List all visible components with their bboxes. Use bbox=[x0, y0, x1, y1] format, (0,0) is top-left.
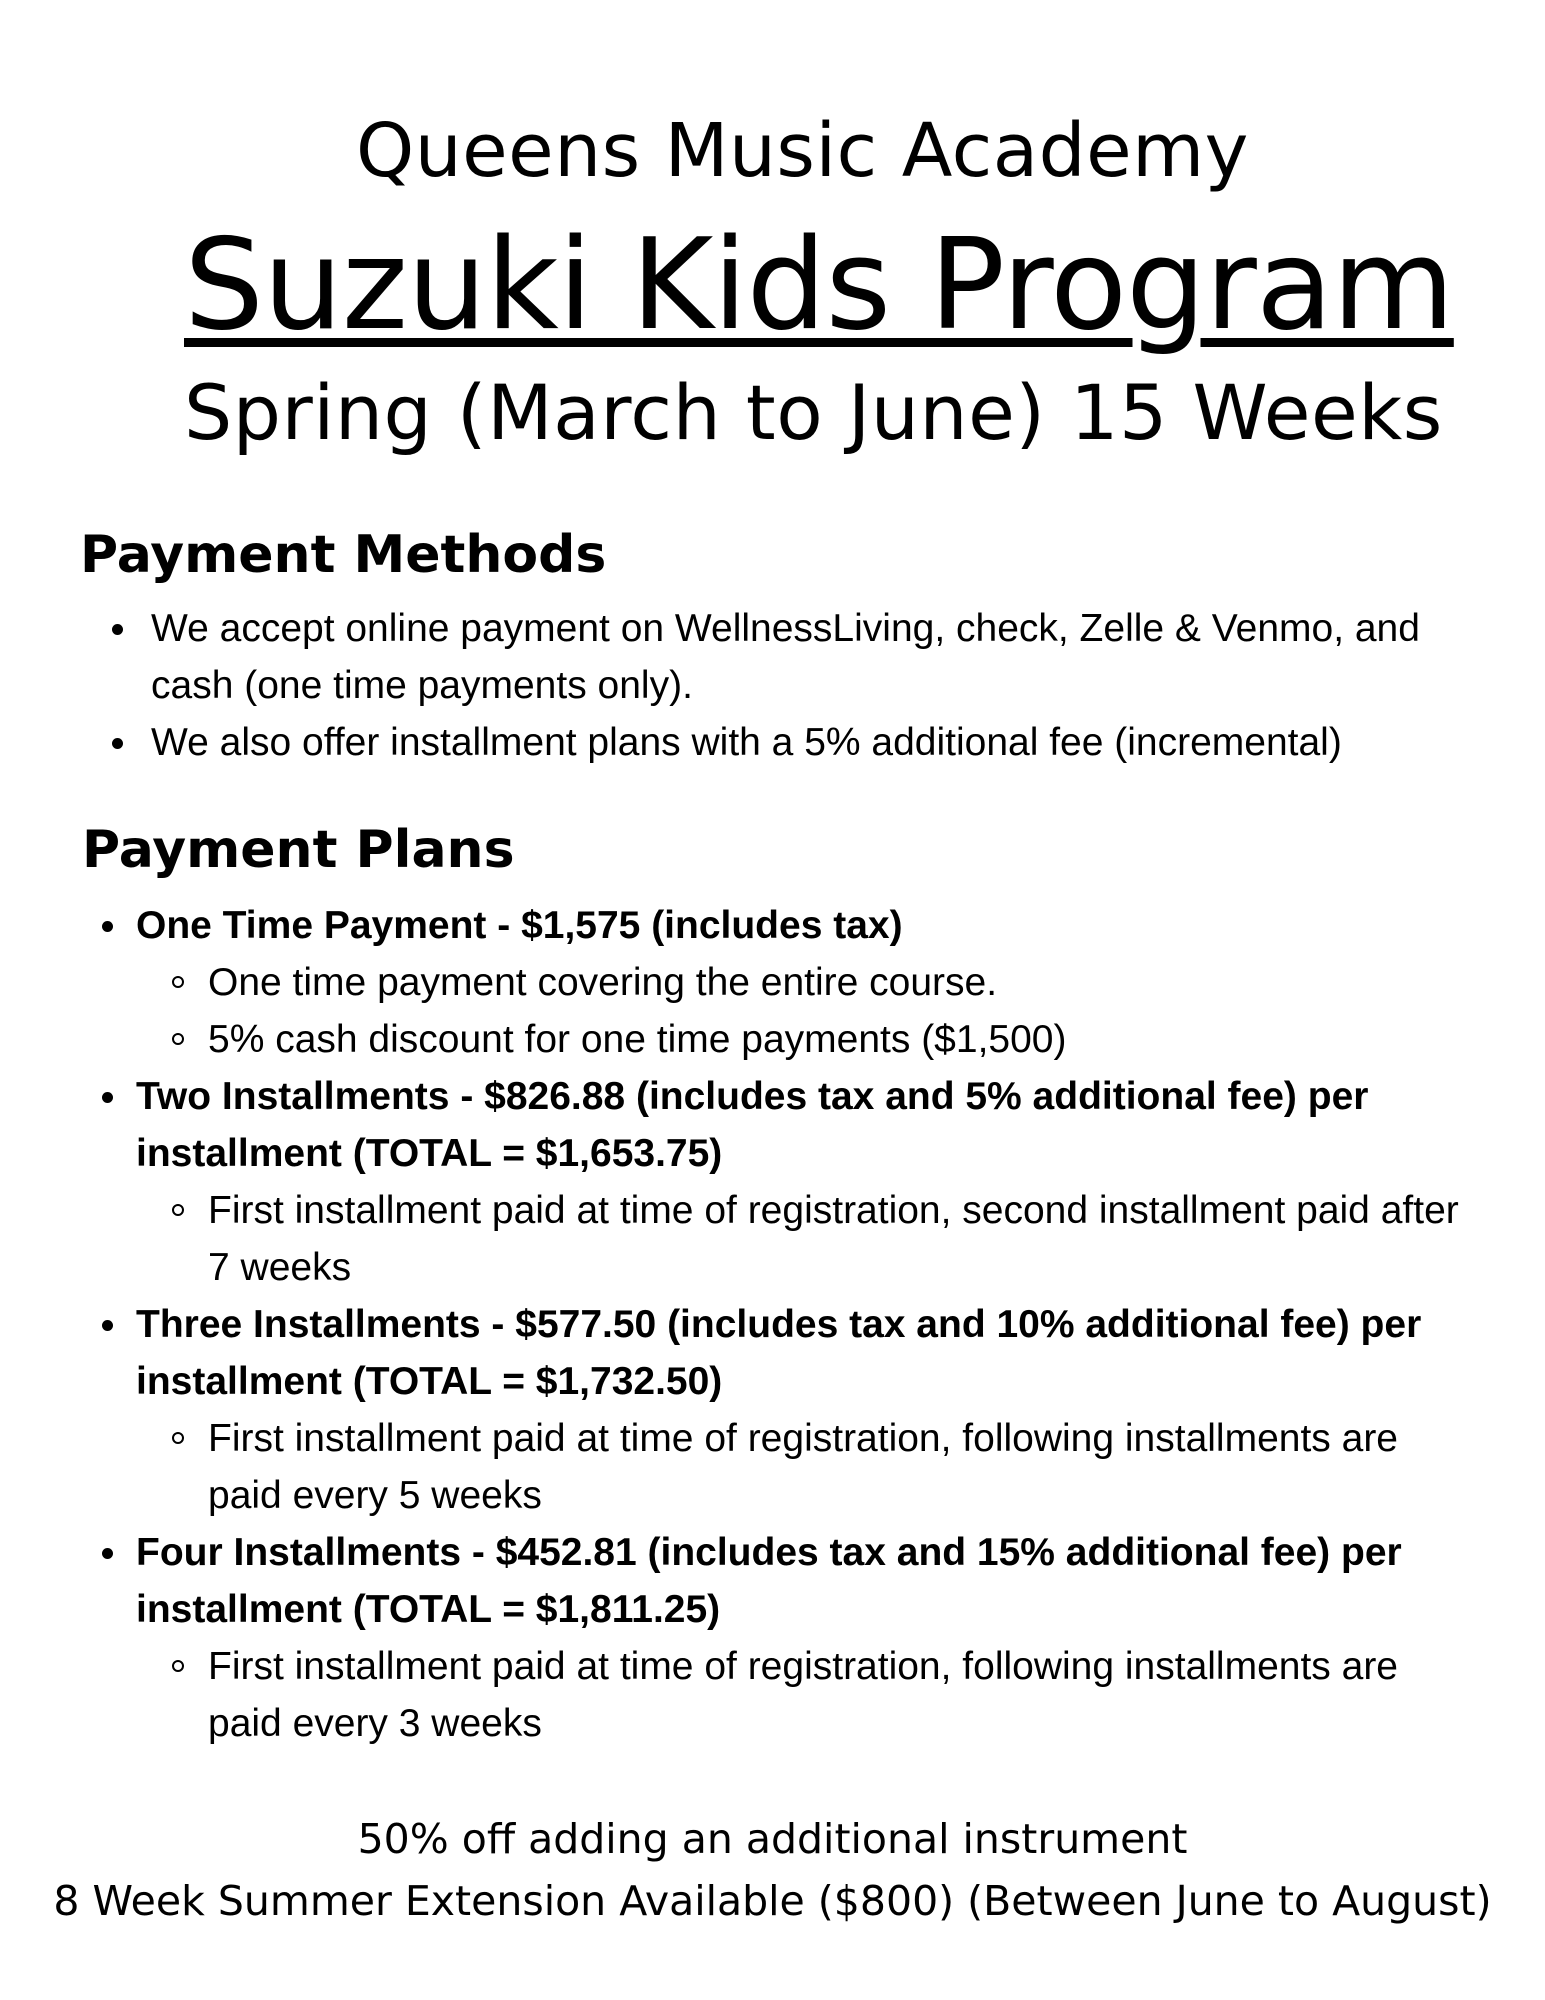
list-item bbox=[208, 1638, 1466, 1752]
bullet-icon bbox=[102, 1092, 113, 1103]
program-title: Suzuki Kids Program bbox=[184, 211, 1454, 358]
summer-extension-note: 8 Week Summer Extension Available ($800) (Between June to August) bbox=[53, 1877, 1492, 1925]
list-item bbox=[208, 1410, 1466, 1524]
plan-detail-text: One time payment covering the entire course. bbox=[208, 961, 998, 1004]
plan-detail-text: First installment paid at time of registration, second installment paid after 7 weeks bbox=[208, 1189, 1459, 1289]
bullet-icon bbox=[102, 1320, 113, 1331]
plan-four-installments bbox=[136, 1524, 1466, 1752]
plan-detail-text: 5% cash discount for one time payments ($1,500) bbox=[208, 1018, 1067, 1061]
plan-detail-text: First installment paid at time of registration, following installments are paid every 5 weeks bbox=[208, 1417, 1398, 1517]
org-name: Queens Music Academy bbox=[356, 108, 1249, 194]
plan-title: Four Installments - $452.81 (includes tax and 15% additional fee) per installment (TOTAL = $1,811.25) bbox=[136, 1531, 1402, 1631]
payment-method-text: We also offer installment plans with a 5% additional fee (incremental) bbox=[151, 721, 1342, 764]
plan-title: Three Installments - $577.50 (includes tax and 10% additional fee) per installment (TOTAL = $1,732.50) bbox=[136, 1303, 1422, 1403]
payment-plans-list bbox=[136, 897, 1466, 1752]
plan-details bbox=[136, 954, 1466, 1068]
additional-instrument-note: 50% off adding an additional instrument bbox=[357, 1815, 1188, 1863]
plan-details bbox=[136, 1182, 1466, 1296]
circle-bullet-icon bbox=[172, 1432, 184, 1444]
list-item bbox=[208, 1011, 1466, 1068]
plan-title: One Time Payment - $1,575 (includes tax) bbox=[136, 904, 903, 947]
list-item bbox=[151, 600, 1451, 714]
bullet-icon bbox=[112, 624, 123, 635]
list-item bbox=[208, 1182, 1466, 1296]
circle-bullet-icon bbox=[172, 1204, 184, 1216]
payment-methods-list bbox=[151, 600, 1451, 771]
payment-plans-heading: Payment Plans bbox=[82, 820, 515, 880]
circle-bullet-icon bbox=[172, 976, 184, 988]
bullet-icon bbox=[102, 1548, 113, 1559]
plan-details bbox=[136, 1638, 1466, 1752]
bullet-icon bbox=[112, 738, 123, 749]
season-subtitle: Spring (March to June) 15 Weeks bbox=[184, 368, 1443, 457]
plan-title: Two Installments - $826.88 (includes tax and 5% additional fee) per installment (TOTAL = $1,653.75) bbox=[136, 1075, 1369, 1175]
payment-methods-heading: Payment Methods bbox=[80, 525, 607, 585]
list-item bbox=[208, 954, 1466, 1011]
plan-detail-text: First installment paid at time of registration, following installments are paid every 3 weeks bbox=[208, 1645, 1398, 1745]
list-item bbox=[151, 714, 1451, 771]
plan-two-installments bbox=[136, 1068, 1466, 1296]
circle-bullet-icon bbox=[172, 1660, 184, 1672]
bullet-icon bbox=[102, 921, 113, 932]
plan-one-time bbox=[136, 897, 1466, 1068]
plan-three-installments bbox=[136, 1296, 1466, 1524]
circle-bullet-icon bbox=[172, 1033, 184, 1045]
payment-method-text: We accept online payment on WellnessLiving, check, Zelle & Venmo, and cash (one time payments only). bbox=[151, 607, 1420, 707]
plan-details bbox=[136, 1410, 1466, 1524]
